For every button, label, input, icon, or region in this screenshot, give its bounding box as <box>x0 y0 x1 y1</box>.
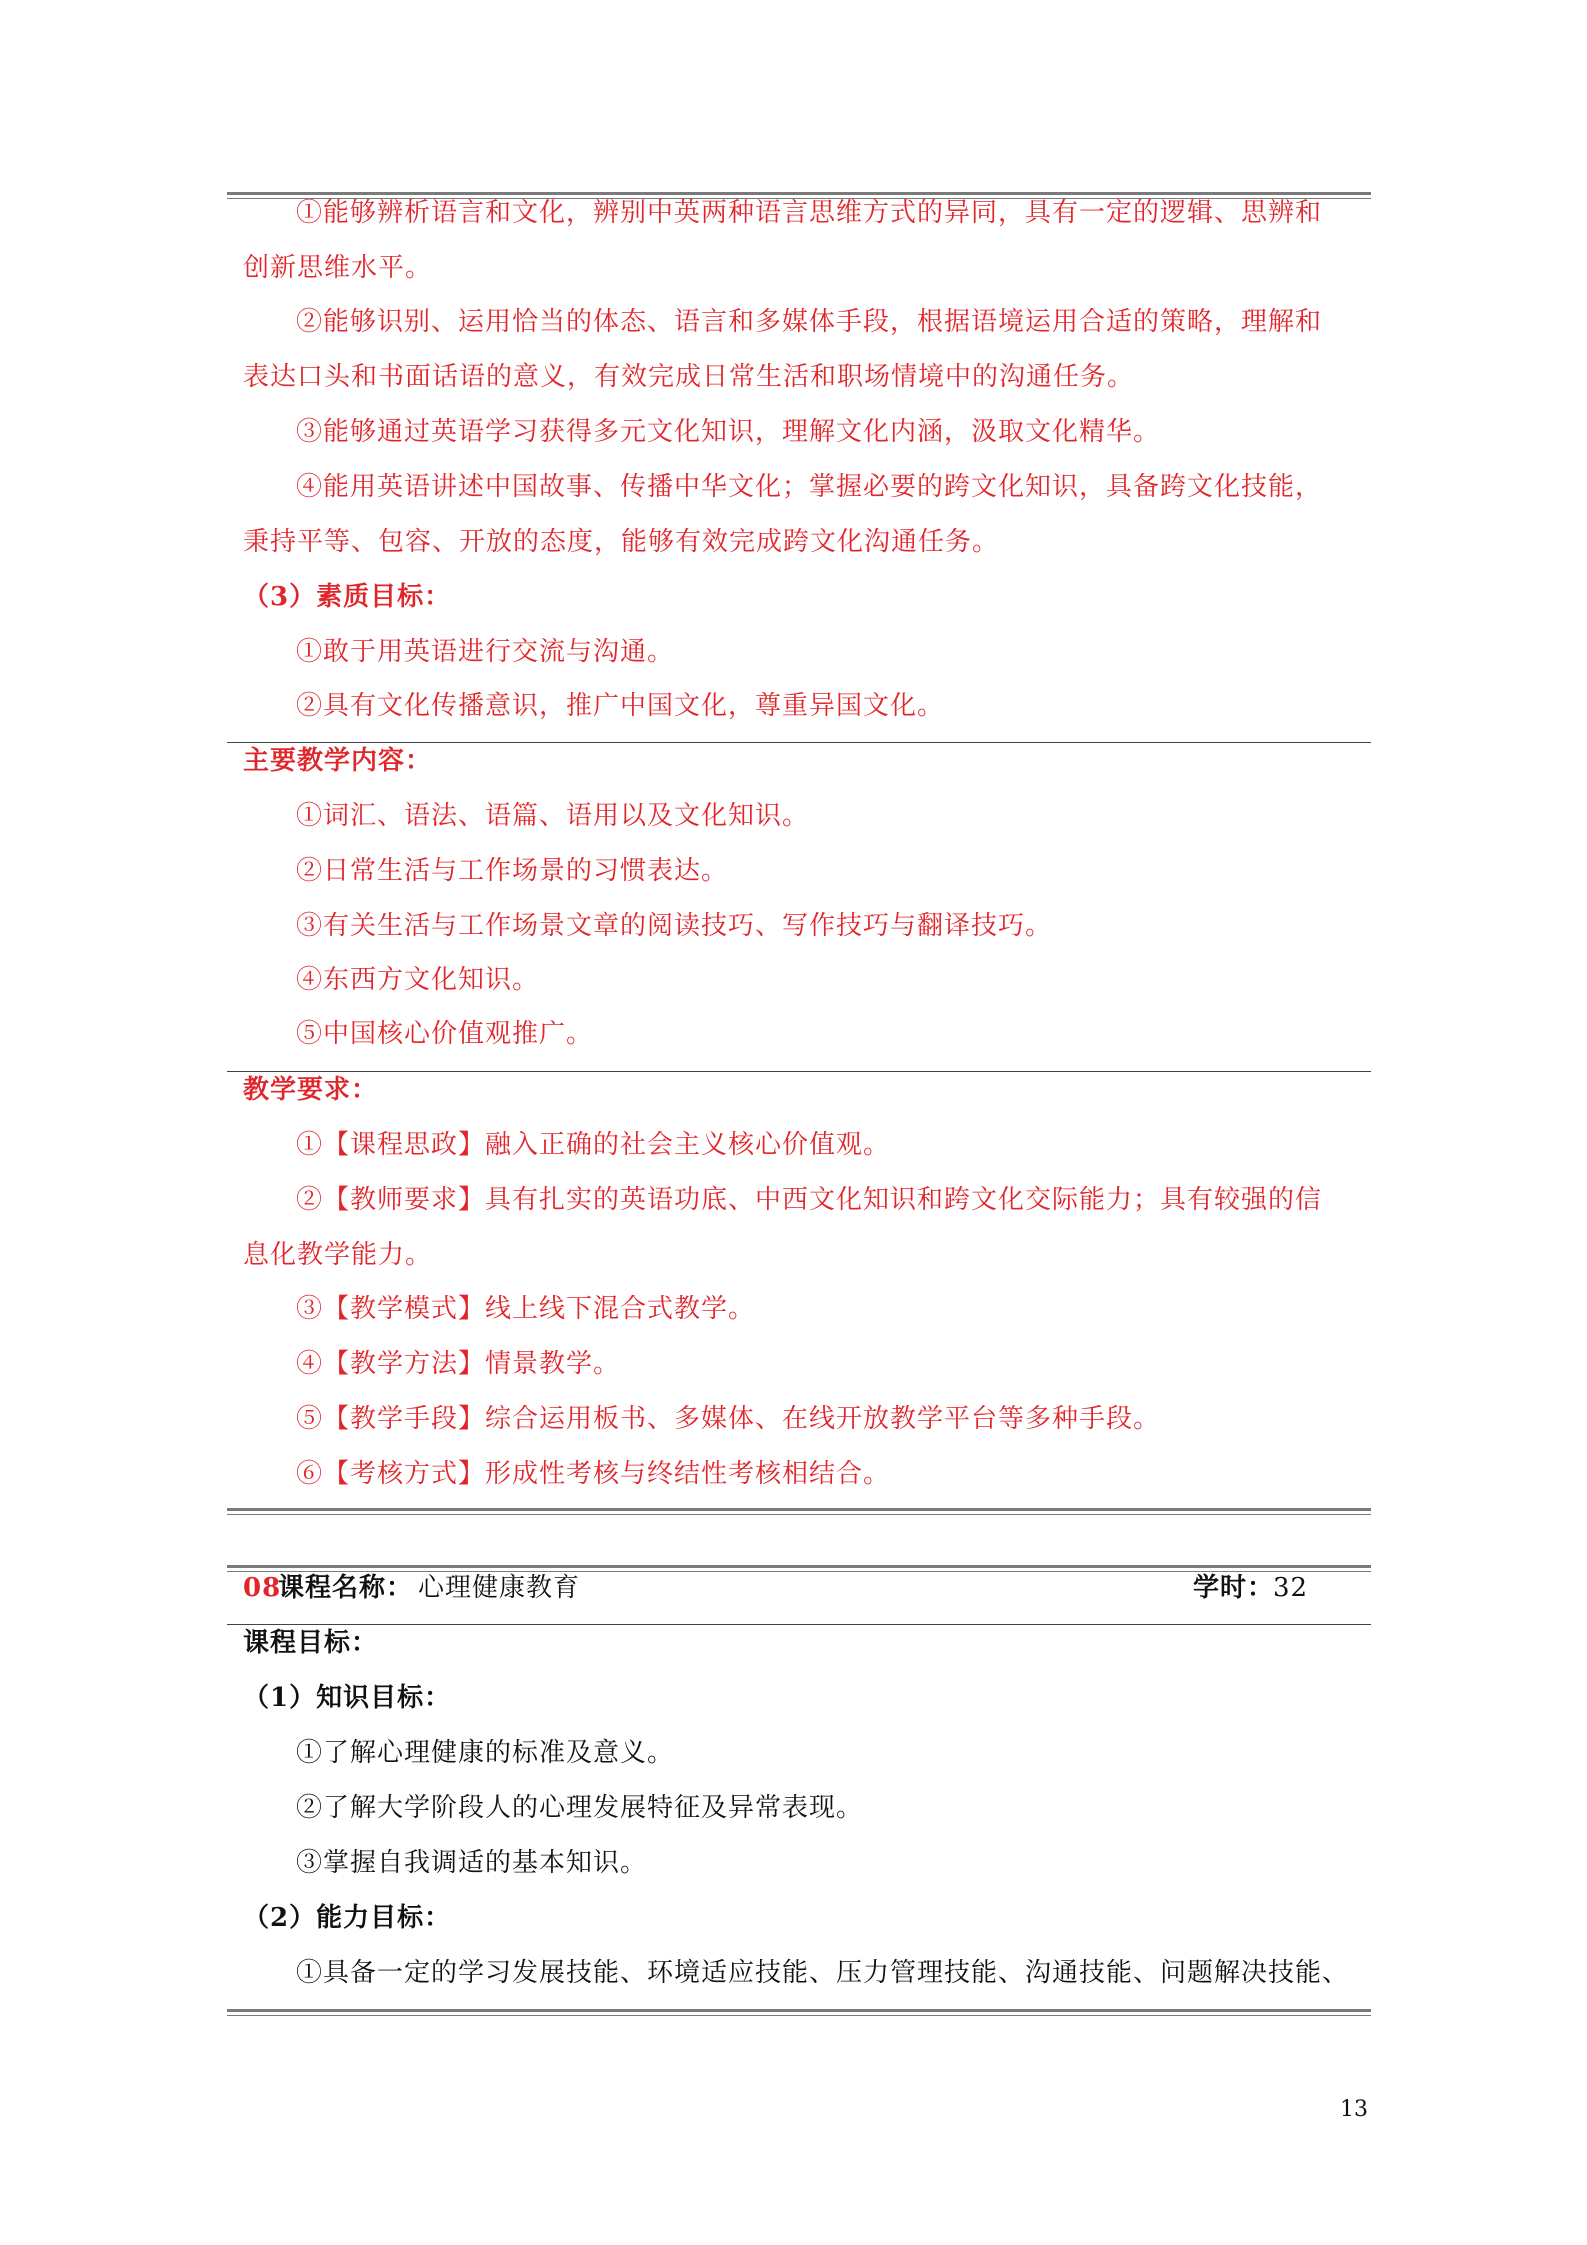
ability-1: ①具备一定的学习发展技能、环境适应技能、压力管理技能、沟通技能、问题解决技能、 <box>296 1958 1350 1988</box>
skill-4-line-1: ④能用英语讲述中国故事、传播中华文化；掌握必要的跨文化知识，具备跨文化技能， <box>296 472 1323 502</box>
quality-heading: （3）素质目标： <box>243 582 452 612</box>
section-end-rule <box>227 1508 1371 1515</box>
divider-requirements <box>227 1071 1371 1072</box>
content-3: ③有关生活与工作场景文章的阅读技巧、写作技巧与翻译技巧。 <box>296 911 1053 941</box>
divider-course-goal <box>227 1624 1371 1625</box>
ability-heading: （2）能力目标： <box>243 1903 452 1933</box>
quality-1: ①敢于用英语进行交流与沟通。 <box>296 637 675 667</box>
skill-4-line-2: 秉持平等、包容、开放的态度，能够有效完成跨文化沟通任务。 <box>243 527 1000 557</box>
requirement-6: ⑥【考核方式】形成性考核与终结性考核相结合。 <box>296 1459 891 1489</box>
divider-content <box>227 742 1371 743</box>
course-name: 心理健康教育 <box>418 1573 581 1603</box>
knowledge-1: ①了解心理健康的标准及意义。 <box>296 1738 675 1768</box>
content-1: ①词汇、语法、语篇、语用以及文化知识。 <box>296 801 810 831</box>
requirement-2-line-2: 息化教学能力。 <box>243 1240 433 1270</box>
course-hours: 32 <box>1273 1573 1309 1603</box>
requirement-4: ④【教学方法】情景教学。 <box>296 1349 621 1379</box>
requirement-1: ①【课程思政】融入正确的社会主义核心价值观。 <box>296 1130 891 1160</box>
content-5: ⑤中国核心价值观推广。 <box>296 1019 594 1049</box>
skill-1-line-2: 创新思维水平。 <box>243 253 433 283</box>
knowledge-heading: （1）知识目标： <box>243 1683 452 1713</box>
requirement-2-line-1: ②【教师要求】具有扎实的英语功底、中西文化知识和跨文化交际能力；具有较强的信 <box>296 1185 1323 1215</box>
skill-1-line-1: ①能够辨析语言和文化，辨别中英两种语言思维方式的异同，具有一定的逻辑、思辨和 <box>296 198 1323 228</box>
skill-3: ③能够通过英语学习获得多元文化知识，理解文化内涵，汲取文化精华。 <box>296 417 1161 447</box>
requirement-5: ⑤【教学手段】综合运用板书、多媒体、在线开放教学平台等多种手段。 <box>296 1404 1161 1434</box>
requirements-heading: 教学要求： <box>243 1075 379 1105</box>
course-goal-heading: 课程目标： <box>243 1628 379 1658</box>
knowledge-2: ②了解大学阶段人的心理发展特征及异常表现。 <box>296 1793 864 1823</box>
course-08-top-rule <box>227 1565 1371 1572</box>
page-number: 13 <box>1340 2097 1368 2122</box>
quality-2: ②具有文化传播意识，推广中国文化，尊重异国文化。 <box>296 691 945 721</box>
bottom-rule <box>227 2009 1371 2016</box>
content-4: ④东西方文化知识。 <box>296 965 540 995</box>
course-name-label: 课程名称： <box>278 1573 414 1603</box>
content-2: ②日常生活与工作场景的习惯表达。 <box>296 856 729 886</box>
course-number: 08 <box>243 1573 282 1603</box>
skill-2-line-1: ②能够识别、运用恰当的体态、语言和多媒体手段，根据语境运用合适的策略，理解和 <box>296 307 1323 337</box>
content-heading: 主要教学内容： <box>243 746 433 776</box>
requirement-3: ③【教学模式】线上线下混合式教学。 <box>296 1294 756 1324</box>
skill-2-line-2: 表达口头和书面话语的意义，有效完成日常生活和职场情境中的沟通任务。 <box>243 362 1135 392</box>
course-hours-label: 学时： <box>1193 1573 1275 1603</box>
knowledge-3: ③掌握自我调适的基本知识。 <box>296 1848 648 1878</box>
